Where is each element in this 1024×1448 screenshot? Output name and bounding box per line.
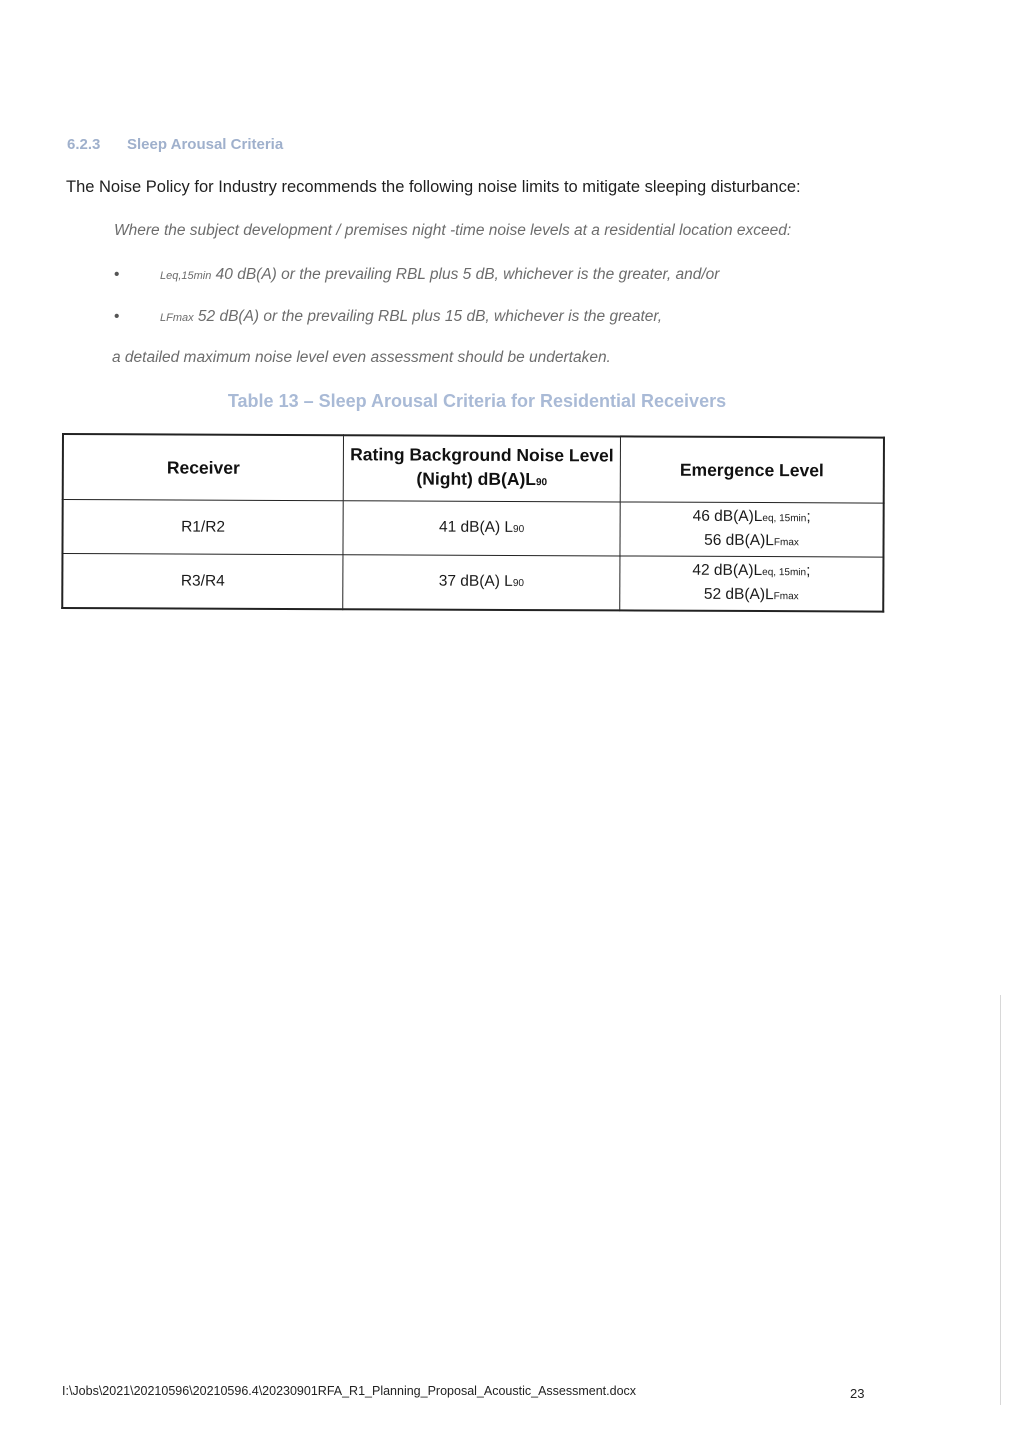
cell-rbl-value: 41 dB(A) L [438, 518, 514, 536]
bullet-dot-icon: • [114, 266, 120, 283]
table-row [62, 554, 883, 612]
bullet-metric: LFmax [160, 312, 194, 324]
bullet-text: 52 dB(A) or the prevailing RBL plus 15 dB, whichever is the greater, [193, 308, 663, 325]
footer-file-path: I:\Jobs\2021\20210596\20210596.4\20230901RFA_R1_Planning_Proposal_Acoustic_Assessment.docx [62, 1384, 637, 1398]
cell-em-lfmax-sub: Fmax [773, 590, 799, 602]
header-rbl-line1: Rating Background Noise Level [350, 444, 614, 466]
cell-emergence [620, 502, 884, 557]
bullet-dot-icon: • [114, 308, 120, 325]
section-title: Sleep Arousal Criteria [127, 136, 284, 153]
footer-page-number: 23 [850, 1386, 865, 1401]
quote-closing: a detailed maximum noise level even assessment should be undertaken. [112, 349, 611, 366]
cell-receiver: R1/R2 [62, 500, 343, 555]
table-header-row [63, 434, 884, 503]
cell-em-leq-sep: ; [806, 561, 811, 579]
section-heading [67, 136, 283, 153]
cell-em-lfmax-sub: Fmax [773, 536, 799, 548]
cell-emergence [620, 556, 884, 612]
bullet-item-leq [114, 266, 719, 284]
header-receiver: Receiver [63, 434, 344, 501]
cell-em-leq: 42 dB(A)L [692, 561, 763, 579]
criteria-table [61, 433, 885, 613]
cell-receiver: R3/R4 [62, 554, 343, 610]
table-row [62, 500, 883, 558]
header-emergence: Emergence Level [620, 436, 884, 503]
cell-em-lfmax: 52 dB(A)L [703, 585, 774, 603]
bullet-item-lfmax [114, 308, 662, 326]
cell-rbl-value: 37 dB(A) L [438, 572, 513, 590]
header-rbl-sub: 90 [535, 477, 548, 489]
section-number: 6.2.3 [67, 136, 101, 153]
cell-rbl [343, 501, 620, 556]
cell-rbl-sub: 90 [512, 577, 524, 589]
cell-em-leq-sub: eq, 15min [762, 566, 807, 578]
intro-paragraph: The Noise Policy for Industry recommends the following noise limits to mitigate sleeping disturbance: [66, 178, 801, 196]
cell-em-leq-sep: ; [806, 507, 811, 525]
cell-em-lfmax: 56 dB(A)L [704, 531, 774, 549]
cell-em-leq: 46 dB(A)L [692, 507, 763, 525]
scan-edge-rule [1000, 995, 1001, 1405]
bullet-text: 40 dB(A) or the prevailing RBL plus 5 dB, whichever is the greater, and/or [211, 266, 720, 283]
table-caption: Table 13 – Sleep Arousal Criteria for Residential Receivers [227, 391, 727, 411]
header-rbl-line2: (Night) dB(A)L [416, 468, 537, 490]
quote-lead: Where the subject development / premises night -time noise levels at a residential location exceed: [114, 222, 792, 239]
cell-em-leq-sub: eq, 15min [762, 512, 807, 524]
header-rbl [343, 435, 620, 502]
bullet-metric: Leq,15min [160, 270, 212, 282]
cell-rbl [343, 555, 620, 611]
cell-rbl-sub: 90 [513, 523, 525, 535]
